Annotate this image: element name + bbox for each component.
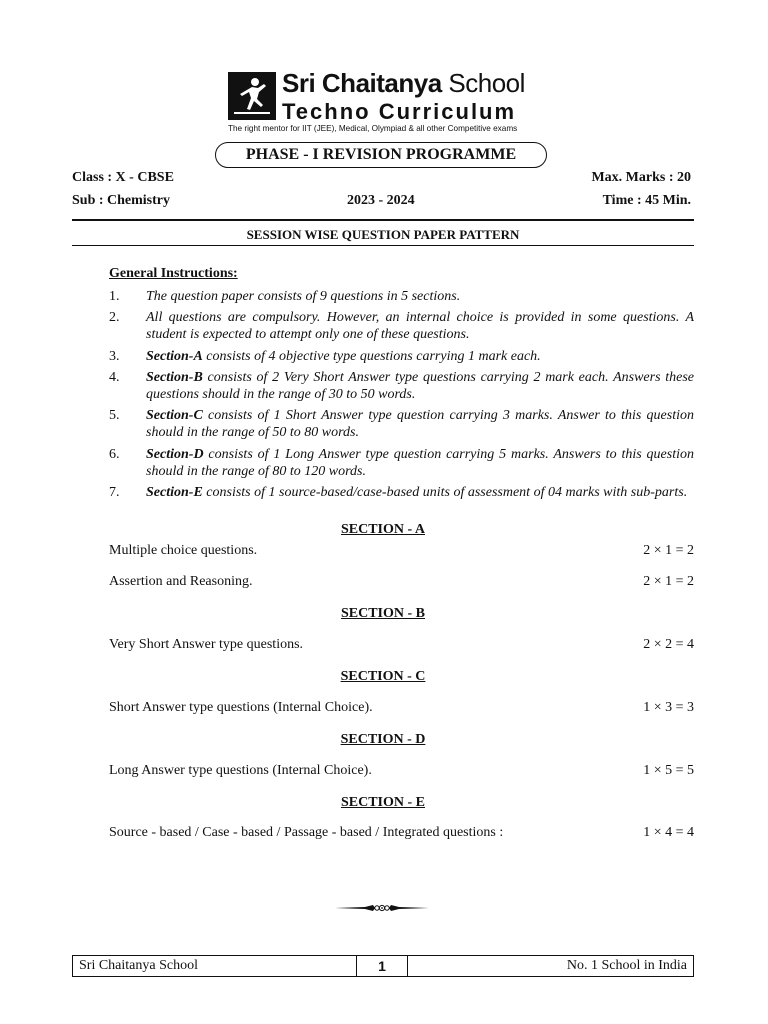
subject-info: Sub : Chemistry — [72, 193, 171, 208]
class-info: Class : X - CBSE — [72, 170, 174, 185]
page-number: 1 — [356, 956, 408, 976]
instruction-text — [146, 407, 694, 441]
instruction-body: consists of 1 source-based/case-based units of assessment of 04 marks with sub-parts. — [202, 485, 688, 500]
section-c-row-label: Short Answer type questions (Internal Choice). — [109, 700, 373, 715]
instruction-lead: Section-D — [146, 447, 204, 462]
section-a-row-marks: 2 × 1 = 2 — [643, 543, 694, 558]
section-c-heading: SECTION - C — [340, 669, 426, 684]
instruction-item — [109, 484, 694, 501]
section-e-heading: SECTION - E — [340, 795, 426, 810]
instruction-body: consists of 4 objective type questions carrying 1 mark each. — [202, 349, 541, 364]
section-d-heading: SECTION - D — [340, 732, 426, 747]
instruction-number: 1. — [109, 289, 120, 304]
section-c-row-marks: 1 × 3 = 3 — [643, 700, 694, 715]
instruction-number: 7. — [109, 485, 120, 500]
instruction-text: The question paper consists of 9 questions in 5 sections. — [146, 289, 461, 304]
runner-emblem-icon — [228, 72, 276, 120]
section-e-row-label: Source - based / Case - based / Passage - based / Integrated questions : — [109, 825, 504, 840]
instruction-lead: Section-B — [146, 370, 203, 385]
max-marks: Max. Marks : 20 — [591, 170, 691, 185]
instruction-text — [146, 446, 694, 480]
divider-top — [72, 219, 694, 221]
section-d-row-marks: 1 × 5 = 5 — [643, 763, 694, 778]
instruction-item — [109, 348, 694, 365]
pattern-title: SESSION WISE QUESTION PAPER PATTERN — [246, 227, 520, 242]
section-e-row-marks: 1 × 4 = 4 — [643, 825, 694, 840]
section-a-heading: SECTION - A — [340, 522, 426, 537]
instruction-lead: Section-C — [146, 408, 203, 423]
instruction-text — [146, 348, 694, 365]
section-b-heading: SECTION - B — [340, 606, 426, 621]
instruction-number: 5. — [109, 408, 120, 423]
instruction-lead: Section-E — [146, 485, 203, 500]
instruction-body: consists of 1 Long Answer type question carrying 5 marks. Answers to this question should in the range of 80 to 120 words. — [146, 447, 694, 479]
footer-school-name: Sri Chaitanya School — [79, 958, 198, 973]
instruction-number: 6. — [109, 447, 120, 462]
logo-tagline: The right mentor for IIT (JEE), Medical, Olympiad & all other Competitive exams — [228, 124, 518, 133]
section-d-row-label: Long Answer type questions (Internal Choice). — [109, 763, 372, 778]
logo-title-bold: Sri Chaitanya — [282, 68, 442, 98]
instruction-item — [109, 407, 694, 441]
section-a-row-label: Multiple choice questions. — [109, 543, 258, 558]
time-info: Time : 45 Min. — [602, 193, 691, 208]
instruction-item — [109, 446, 694, 480]
school-logo — [228, 68, 538, 138]
footer-slogan: No. 1 School in India — [566, 958, 687, 973]
section-a-row-label: Assertion and Reasoning. — [109, 574, 253, 589]
page-footer — [72, 955, 694, 977]
instruction-number: 3. — [109, 349, 120, 364]
instruction-body: consists of 2 Very Short Answer type questions carrying 2 mark each. Answers these questions should in the range of 30 to 50 words. — [146, 370, 694, 402]
instruction-item — [109, 288, 694, 305]
instruction-lead: Section-A — [146, 349, 203, 364]
instruction-text — [146, 484, 694, 501]
logo-title — [282, 68, 525, 99]
logo-subtitle: Techno Curriculum — [282, 99, 517, 124]
instruction-text — [146, 369, 694, 403]
general-instructions-title: General Instructions: — [109, 266, 238, 281]
decorative-divider-icon — [335, 900, 429, 916]
divider-bottom — [72, 245, 694, 246]
section-b-row-label: Very Short Answer type questions. — [109, 637, 304, 652]
instruction-item — [109, 369, 694, 403]
instruction-body: consists of 1 Short Answer type question carrying 3 marks. Answer to this question should in the range of 50 to 80 words. — [146, 408, 694, 440]
section-b-row-marks: 2 × 2 = 4 — [643, 637, 694, 652]
instruction-number: 4. — [109, 370, 120, 385]
programme-title: PHASE - I REVISION PROGRAMME — [215, 142, 547, 168]
logo-title-light: School — [448, 68, 525, 98]
section-a-row-marks: 2 × 1 = 2 — [643, 574, 694, 589]
instruction-text: All questions are compulsory. However, an internal choice is provided in some questions. A student is expected to attempt only one of these questions. — [146, 310, 694, 342]
instruction-number: 2. — [109, 310, 120, 325]
academic-year: 2023 - 2024 — [347, 193, 415, 208]
instruction-item — [109, 309, 694, 343]
